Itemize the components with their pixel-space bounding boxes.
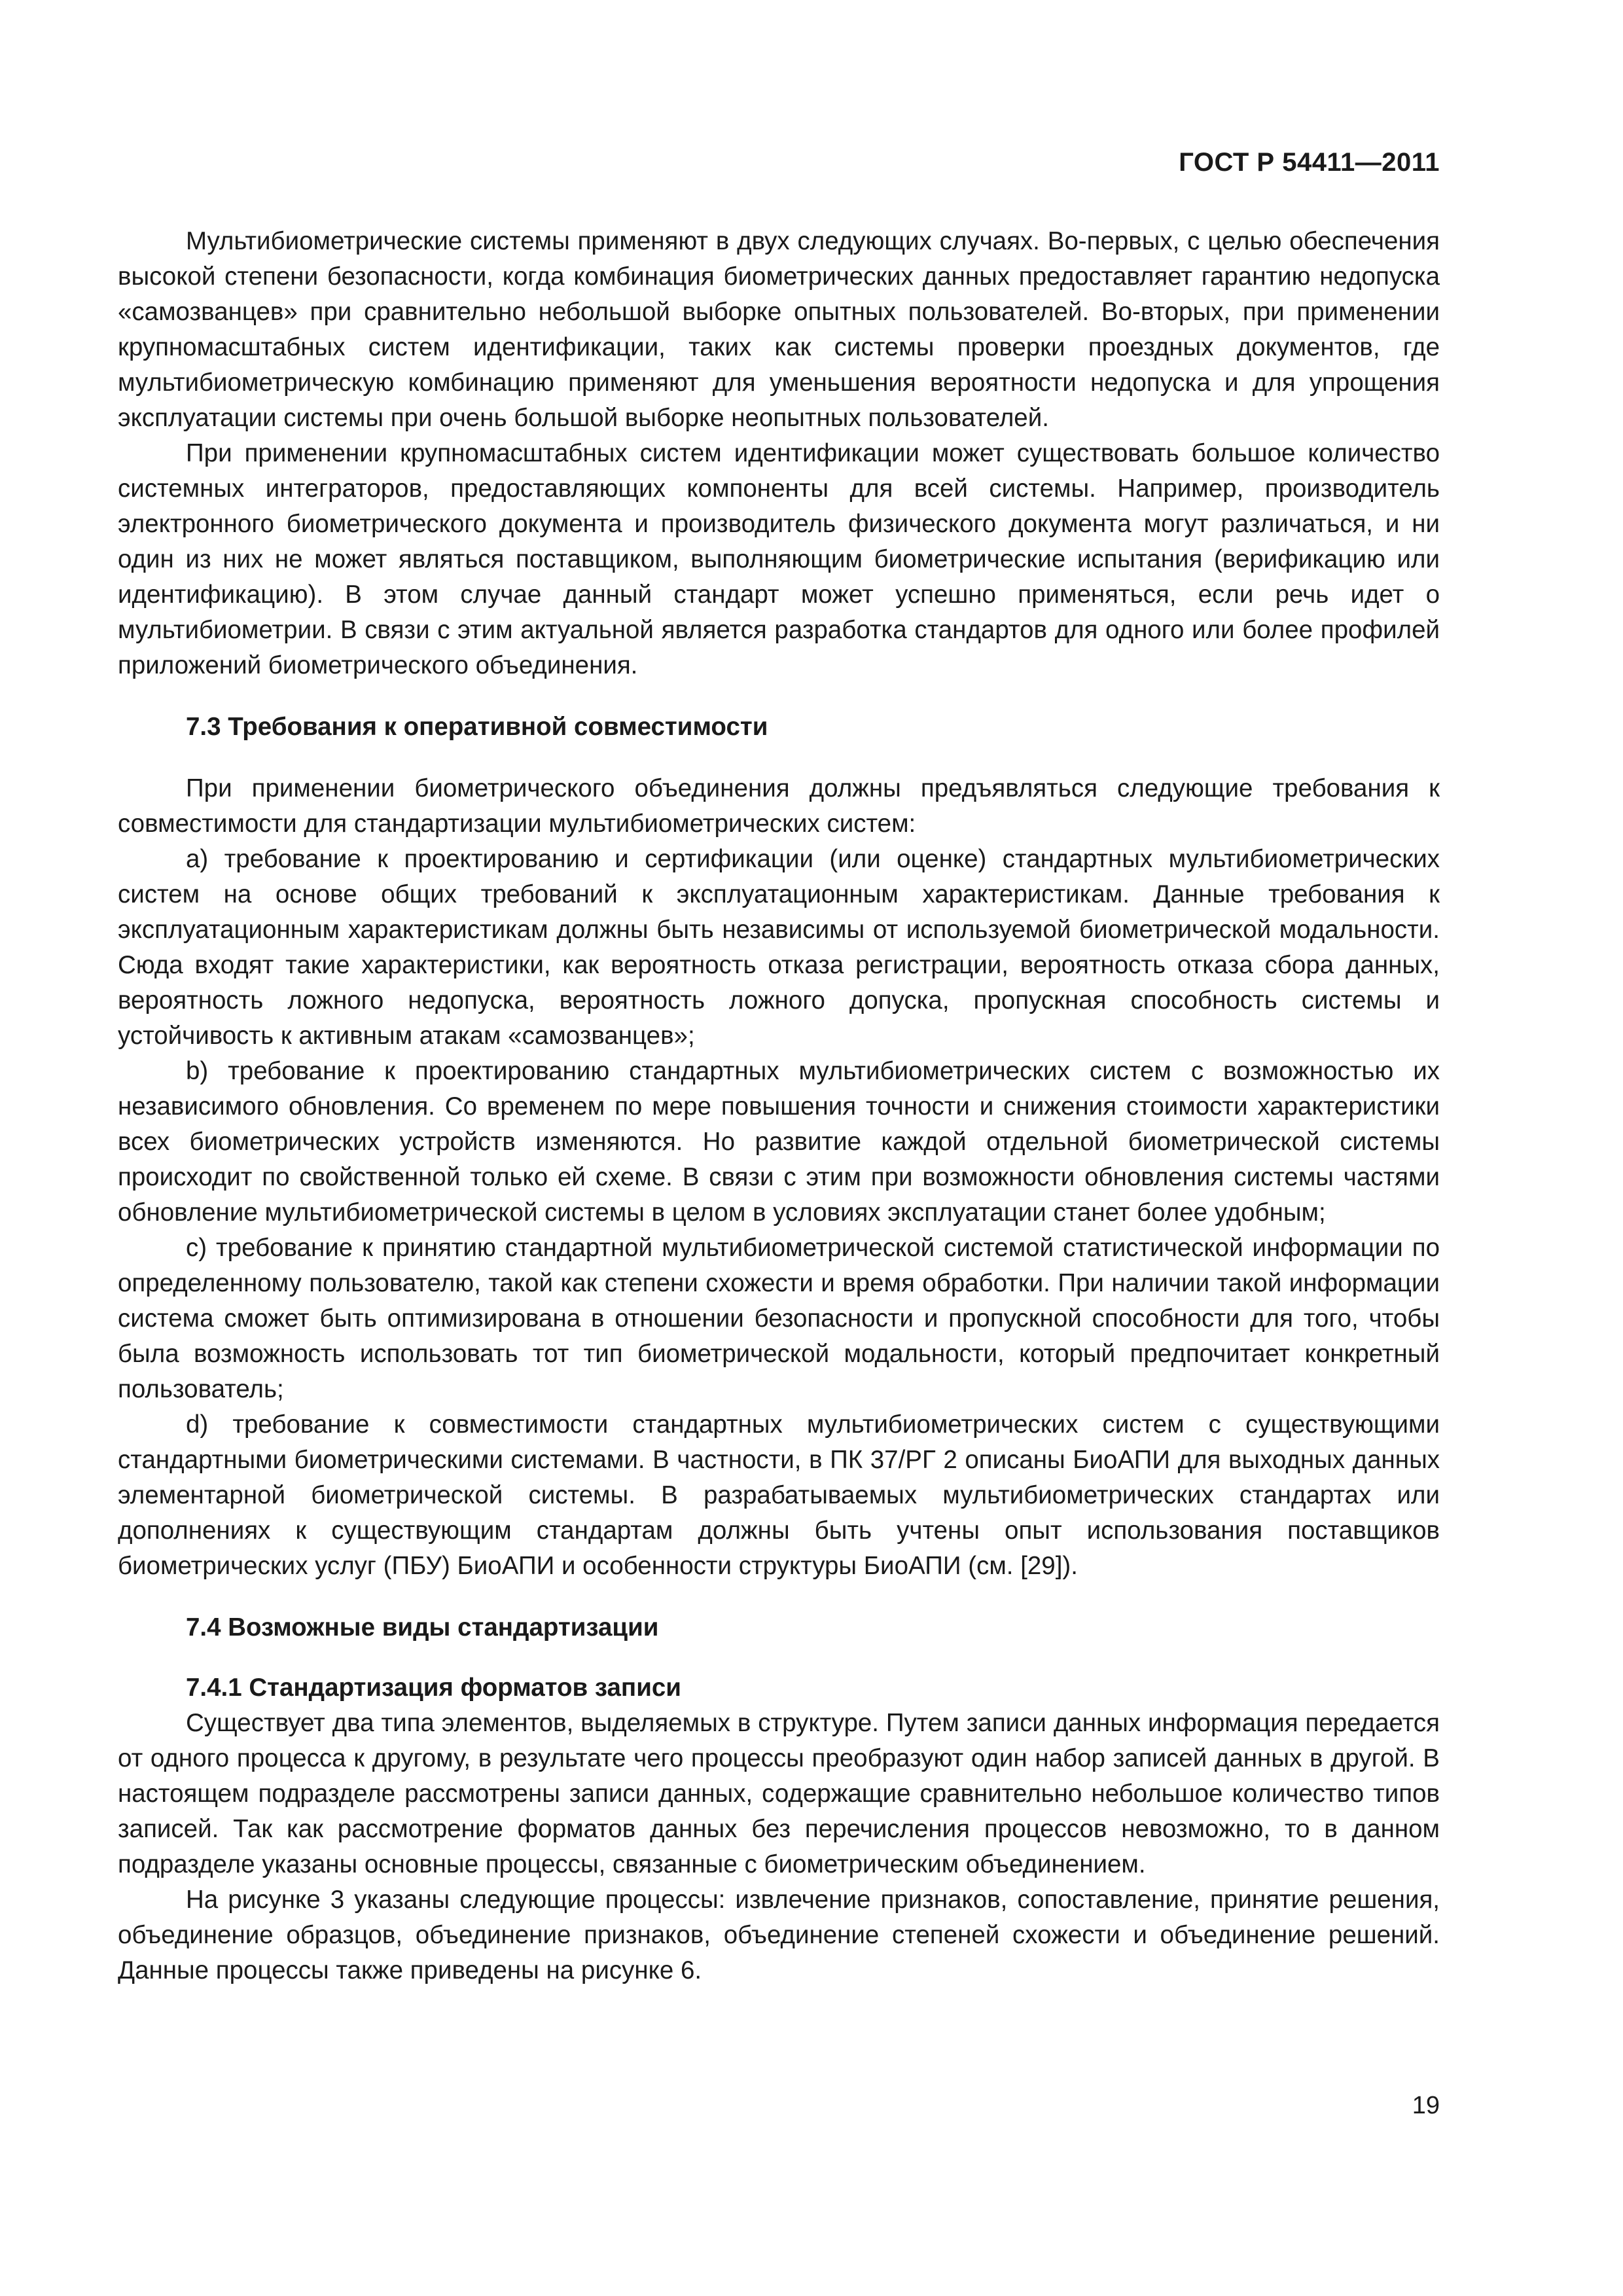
paragraph: На рисунке 3 указаны следующие процессы: извлечение признаков, сопоставление, принятие решения, объединение образцов, объединение признаков, объединение степеней схожести и объединение решений. Данные процессы также приведены на рисунке 6.	[118, 1886, 1440, 1984]
page-number: 19	[1412, 2092, 1440, 2119]
paragraph: При применении биометрического объединения должны предъявляться следующие требования к совместимости для стандартизации мультибиометрических систем:	[118, 774, 1440, 838]
list-item-d: d) требование к совместимости стандартных мультибиометрических систем с существующими стандартными биометрическими системами. В частности, в ПК 37/РГ 2 описаны БиоАПИ для выходных данных элементарной биометрической системы. В разрабатываемых мультибиометрических стандартах или дополнениях к существующим стандартам должны быть учтены опыт использования поставщиков биометрических услуг (ПБУ) БиоАПИ и особенности структуры БиоАПИ (см. [29]).	[118, 1410, 1440, 1580]
subsection-heading-7-4-1: 7.4.1 Стандартизация форматов записи	[186, 1674, 681, 1702]
document-body	[118, 224, 1440, 1988]
paragraph: Мультибиометрические системы применяют в двух следующих случаях. Во-первых, с целью обеспечения высокой степени безопасности, когда комбинация биометрических данных предоставляет гарантию недопуска «самозванцев» при сравнительно небольшой выборке опытных пользователей. Во-вторых, при применении крупномасштабных систем идентификации, таких как системы проверки проездных документов, где мультибиометрическую комбинацию применяют для уменьшения вероятности недопуска и для упрощения эксплуатации системы при очень большой выборке неопытных пользователей.	[118, 227, 1440, 432]
list-item-b: b) требование к проектированию стандартных мультибиометрических систем с возможностью их независимого обновления. Со временем по мере повышения точности и снижения стоимости характеристики всех биометрических устройств изменяются. Но развитие каждой отдельной биометрической системы происходит по свойственной только ей схеме. В связи с этим при возможности обновления системы частями обновление мультибиометрической системы в целом в условиях эксплуатации станет более удобным;	[118, 1057, 1440, 1227]
paragraph: При применении крупномасштабных систем идентификации может существовать большое количество системных интеграторов, предоставляющих компоненты для всей системы. Например, производитель электронного биометрического документа и производитель физического документа могут различаться, и ни один из них не может являться поставщиком, выполняющим биометрические испытания (верификацию или идентификацию). В этом случае данный стандарт может успешно применяться, если речь идет о мультибиометрии. В связи с этим актуальной является разработка стандартов для одного или более профилей приложений биометрического объединения.	[118, 439, 1440, 679]
list-item-a: а) требование к проектированию и сертификации (или оценке) стандартных мультибиометрических систем на основе общих требований к эксплуатационным характеристикам. Данные требования к эксплуатационным характеристикам должны быть независимы от используемой биометрической модальности. Сюда входят такие характеристики, как вероятность отказа регистрации, вероятность отказа сбора данных, вероятность ложного недопуска, вероятность ложного допуска, пропускная способность системы и устойчивость к активным атакам «самозванцев»;	[118, 845, 1440, 1050]
section-heading-7-3: 7.3 Требования к оперативной совместимости	[186, 713, 768, 741]
document-page	[118, 0, 1440, 2296]
paragraph: Существует два типа элементов, выделяемых в структуре. Путем записи данных информация передается от одного процесса к другому, в результате чего процессы преобразуют один набор записей данных в другой. В настоящем подразделе рассмотрены записи данных, содержащие сравнительно небольшое количество типов записей. Так как рассмотрение форматов данных без перечисления процессов невозможно, то в данном подразделе указаны основные процессы, связанные с биометрическим объединением.	[118, 1709, 1440, 1878]
list-item-c: с) требование к принятию стандартной мультибиометрической системой статистической информации по определенному пользователю, такой как степени схожести и время обработки. При наличии такой информации система сможет быть оптимизирована в отношении безопасности и пропускной способности для того, чтобы была возможность использовать тот тип биометрической модальности, который предпочитает конкретный пользователь;	[118, 1234, 1440, 1403]
document-standard-number: ГОСТ Р 54411—2011	[1179, 148, 1440, 177]
section-heading-7-4: 7.4 Возможные виды стандартизации	[186, 1613, 659, 1641]
